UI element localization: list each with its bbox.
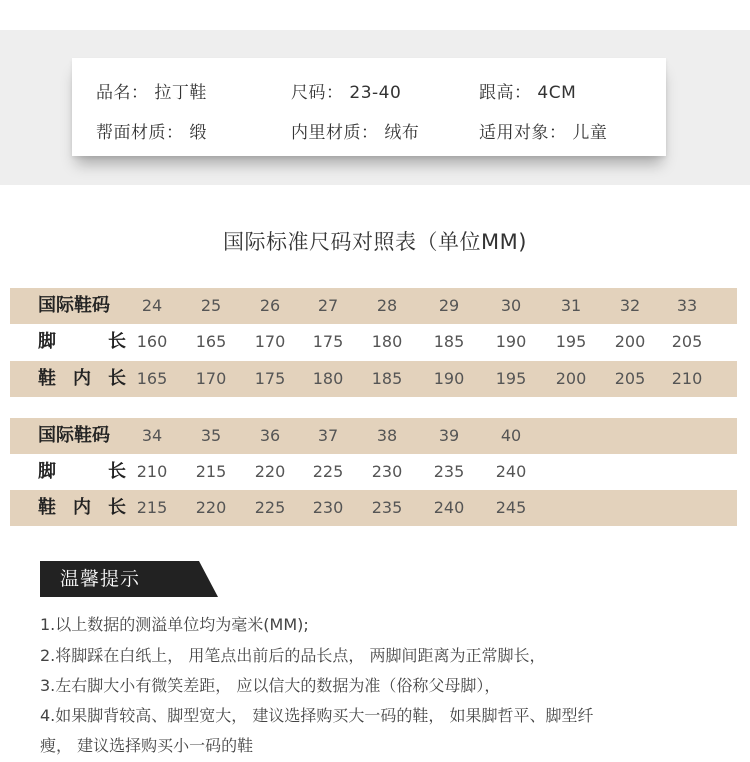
size-table-cell: 38 [376,426,398,445]
product-lining-material: 内里材质： 绒布 [291,123,420,143]
size-table-row-insole-length [10,361,737,397]
size-table-cell: 170 [254,332,286,351]
size-table-cell: 37 [317,426,339,445]
row-header-size: 国际鞋码 [38,295,110,316]
product-name: 品名： 拉丁鞋 [96,83,207,103]
size-table-row-foot-length [10,454,737,490]
size-table-cell: 175 [254,369,286,388]
size-table-cell: 210 [136,462,168,481]
size-table-cell: 235 [433,462,465,481]
size-table-cell: 220 [195,498,227,517]
size-table-cell: 36 [259,426,281,445]
size-table-cell: 25 [200,296,222,315]
size-table-cell: 185 [371,369,403,388]
row-header-size: 国际鞋码 [38,425,110,446]
size-table-cell: 240 [495,462,527,481]
size-table-cell: 30 [500,296,522,315]
size-table-cell: 29 [438,296,460,315]
size-table-cell: 245 [495,498,527,517]
product-size-range: 尺码： 23-40 [291,83,402,103]
size-table-cell: 28 [376,296,398,315]
size-table-cell: 190 [495,332,527,351]
tip-line: 1.以上数据的测溢单位均为毫米(MM); [40,615,309,634]
size-table-cell: 165 [195,332,227,351]
row-header-foot-length: 脚长 [38,461,126,482]
size-table-cell: 165 [136,369,168,388]
size-table-cell: 200 [614,332,646,351]
size-table-cell: 225 [312,462,344,481]
tip-line: 3.左右脚大小有微笑差距， 应以信大的数据为准（俗称父母脚）， [40,676,501,695]
size-table-cell: 180 [312,369,344,388]
size-table-cell: 32 [619,296,641,315]
size-table-cell: 185 [433,332,465,351]
size-table-cell: 180 [371,332,403,351]
size-table-cell: 33 [676,296,698,315]
size-table-cell: 175 [312,332,344,351]
size-table-row-size [10,418,737,454]
size-table-cell: 215 [136,498,168,517]
size-table-cell: 24 [141,296,163,315]
size-table-cell: 225 [254,498,286,517]
size-table-cell: 240 [433,498,465,517]
product-info-card [72,58,666,156]
size-table-cell: 39 [438,426,460,445]
size-table-cell: 40 [500,426,522,445]
size-table-cell: 27 [317,296,339,315]
tips-title: 温馨提示 [60,568,141,590]
size-table-cell: 195 [555,332,587,351]
size-table-cell: 190 [433,369,465,388]
product-target-audience: 适用对象： 儿童 [479,123,608,143]
size-table-row-insole-length [10,490,737,526]
row-header-foot-length: 脚长 [38,331,126,352]
size-table-cell: 200 [555,369,587,388]
row-header-insole-length: 鞋内长 [38,497,126,518]
size-table-cell: 195 [495,369,527,388]
product-heel-height: 跟高： 4CM [479,83,577,103]
size-table-cell: 31 [560,296,582,315]
size-table-cell: 160 [136,332,168,351]
size-table-row-foot-length [10,324,737,360]
size-table-cell: 35 [200,426,222,445]
size-table-title: 国际标准尺码对照表（单位MM) [223,230,527,254]
size-table-cell: 26 [259,296,281,315]
size-table-cell: 230 [312,498,344,517]
size-table-cell: 220 [254,462,286,481]
row-header-insole-length: 鞋内长 [38,368,126,389]
size-table-cell: 210 [671,369,703,388]
size-table-cell: 215 [195,462,227,481]
size-table-cell: 205 [671,332,703,351]
tip-line: 瘦， 建议选择购买小一码的鞋 [40,736,254,755]
tip-line: 2.将脚踩在白纸上， 用笔点出前后的品长点， 两脚间距离为正常脚长， [40,646,546,665]
size-table-cell: 170 [195,369,227,388]
size-table-cell: 230 [371,462,403,481]
size-table-cell: 235 [371,498,403,517]
size-table-cell: 34 [141,426,163,445]
tip-line: 4.如果脚背较高、脚型宽大， 建议选择购买大一码的鞋， 如果脚哲平、脚型纤 [40,706,594,725]
size-table-row-size [10,288,737,324]
size-table-cell: 205 [614,369,646,388]
product-upper-material: 帮面材质： 缎 [96,123,207,143]
